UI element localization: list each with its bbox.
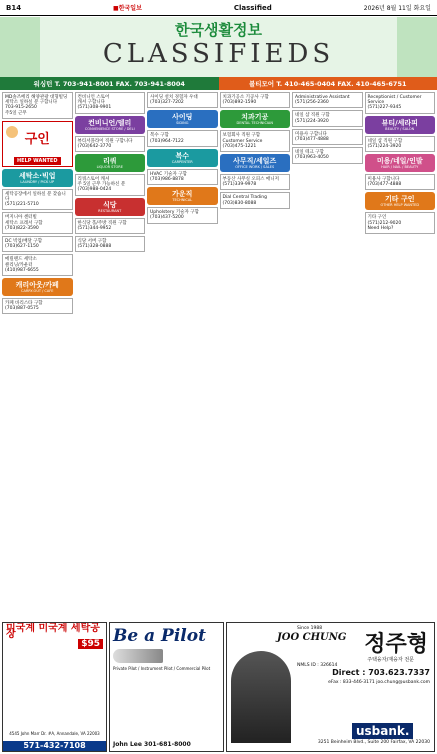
category-siding: 사이딩 SIDING <box>147 110 218 128</box>
pilot-courses: Private Pilot / Instrument Pilot / Commercial Pilot <box>113 666 211 671</box>
person-icon <box>6 126 18 138</box>
ad: 사이딩 설치 경험자 우대 (703)327-7202 <box>147 92 218 108</box>
realtor-direct: Direct : 703.623.7337 <box>332 668 430 677</box>
realtor-name-en: JOO CHUNG <box>277 632 347 643</box>
publisher-logo: ■한국일보 <box>113 5 142 12</box>
ad: 치과기공소 기공사 구함 (703)892-1590 <box>220 92 291 108</box>
pilot-contact: John Lee 301-681-8000 <box>113 741 191 748</box>
category-carpenter: 복수 CARPENTER <box>147 149 218 167</box>
ad: 리쿼스토어 캐셔 주 5일 근무 가능하신 분 (703)988-0424 <box>75 174 146 196</box>
section-name: Classified <box>233 3 272 12</box>
category-technical: 가운직 TECHNICAL <box>147 187 218 205</box>
masthead <box>0 17 437 77</box>
ad: 버지니아 센터빌 세탁소 프레서 구함 (703)822-3590 <box>2 212 73 234</box>
ad: Receptionist / Customer Service (571)227-9345 <box>365 92 436 114</box>
phone-bar <box>0 77 437 90</box>
ad: 네일 샵 직원 구함 (571)224-3920 <box>292 110 363 126</box>
pilot-title: Be a Pilot <box>113 626 206 646</box>
category-carryout: 캐리아웃/카페 CARRY-OUT / CAFE <box>2 278 73 296</box>
page-number: B14 <box>6 3 22 12</box>
ad: 메릴랜드 세탁소 클리닝/카운터 (410)987-6655 <box>2 254 73 276</box>
masthead-decor-right <box>397 17 437 77</box>
pcs-price-badge: $95 <box>78 639 103 649</box>
help-wanted-en: HELP WANTED <box>14 157 61 165</box>
category-other: 기타 구인 OTHER HELP WANTED <box>365 192 436 210</box>
ad: MD솔즈베리 해양관광 대형빌딩 세탁소 일하실 분 구합니다 703-915-2650 주5일 근무 <box>2 92 73 119</box>
baltimore-contact: 볼티모어 T. 410-465-0404 FAX. 410-465-6751 <box>219 77 437 90</box>
realtor-nmls: NMLS ID : 326614 <box>297 663 338 668</box>
column-2 <box>75 92 146 620</box>
category-laundry: 세탁소·빅업 LAUNDRY / PICK UP <box>2 169 73 187</box>
ad: 한식당 홀/주방 직원 구함 (571)344-9952 <box>75 218 146 234</box>
category-dental: 치과기공 DENTAL TECHNICIAN <box>220 110 291 128</box>
ad: Upholstery 기술자 구함 (703)437-5200 <box>147 207 218 223</box>
column-4 <box>220 92 291 620</box>
realtor-name-ko: 정주형 <box>364 632 428 657</box>
ad: 뷰티서플라이 직원 구합니다 (703)642-3770 <box>75 136 146 152</box>
category-beauty: 뷰티/세라피 BEAUTY / SALON <box>365 116 436 134</box>
ad: 보험회사 직원 구함 Customer Service (703)475-1221 <box>220 130 291 152</box>
help-wanted-ko: 구인 <box>24 131 50 147</box>
ad: 세탁공장에서 일하실 분 찾습니다 (571)221-5710 <box>2 189 73 211</box>
masthead-title-ko: 한국생활정보 <box>175 21 262 39</box>
category-office-sales: 사무직/세일즈 OFFICE WORK / SALES <box>220 154 291 172</box>
ad-realtor <box>226 622 435 752</box>
page-header <box>0 0 437 16</box>
pcs-title: 미국계 미국계 세탁공장 <box>6 623 100 640</box>
column-1 <box>2 92 73 620</box>
ad: 식당 서버 구함 (571)328-0888 <box>75 236 146 252</box>
category-convenience: 컨비니언/델리 CONVENIENCE STORE / DELI <box>75 116 146 134</box>
category-hair-nail: 미용/네일/인발 HAIR / NAIL / BEAUTY <box>365 154 436 172</box>
ad: 기타 구인 (571)212-9020 Need Help? <box>365 212 436 234</box>
ad: DC 빅업/배달 구함 (703)627-1150 <box>2 236 73 252</box>
ad-pcs <box>2 622 107 752</box>
column-3 <box>147 92 218 620</box>
masthead-title-en: CLASSIFIEDS <box>102 39 335 69</box>
masthead-decor-left <box>0 17 40 77</box>
ad: HVAC 기술자 구함 (703)986-8878 <box>147 169 218 185</box>
category-liquor: 리쿼 LIQUOR STORE <box>75 154 146 172</box>
airplane-icon <box>113 649 163 663</box>
pcs-phone: 571-432-7108 <box>3 741 106 751</box>
ad: 미용사 구합니다 (703)477-4888 <box>365 174 436 190</box>
washington-contact: 워싱턴 T. 703-941-8001 FAX. 703-941-8004 <box>0 77 219 90</box>
bank-logo: usbank. <box>352 723 413 739</box>
realtor-since: Since 1988 <box>297 626 323 631</box>
ad: 미용사 구합니다 (703)477-4888 <box>292 129 363 145</box>
ad: 복수 구함 (703)964-7122 <box>147 130 218 146</box>
realtor-fax: eFax : 833-446-3171 joo.chung@usbank.com <box>328 680 430 685</box>
ad: 네일 테크 구함 (703)963-4050 <box>292 147 363 163</box>
ad: 네일 샵 직원 구함 (571)224-3920 <box>365 136 436 152</box>
pcs-address: 4545 John Marr Dr. #A, Annandale, VA 22003 <box>9 731 100 736</box>
ad: 카페 바리스타 구함 (703)887-0575 <box>2 298 73 314</box>
realtor-role: 주택융자/재융자 전문 <box>367 657 414 663</box>
column-5 <box>292 92 363 620</box>
help-wanted-banner <box>2 121 73 167</box>
realtor-address: 3251 Beinheim Blvd., Suite 200 Fairfax, VA 22030 <box>317 739 430 745</box>
classifieds-grid <box>2 92 435 620</box>
ad: Administrative Assistant (571)256-2360 <box>292 92 363 108</box>
category-restaurant: 식당 RESTAURANT <box>75 198 146 216</box>
display-ads <box>2 622 435 752</box>
issue-date: 2026년 8월 11일 화요일 <box>363 5 431 12</box>
ad: 컨비니언 스토어 캐셔 구합니다 (571)308-9901 <box>75 92 146 114</box>
ad-pilot <box>109 622 224 752</box>
column-6 <box>365 92 436 620</box>
ad: Dial Central Trading (703)830-8088 <box>220 192 291 208</box>
realtor-photo <box>231 651 291 743</box>
ad: 부동산 사무실 오피스 매니저 (571)339-9978 <box>220 174 291 190</box>
